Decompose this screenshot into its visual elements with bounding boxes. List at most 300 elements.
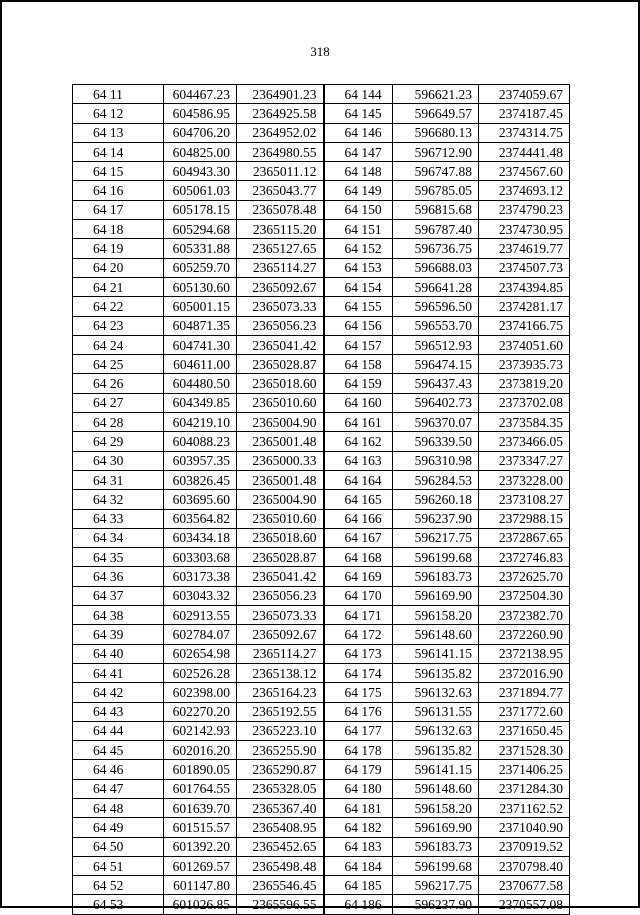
y-coordinate-left: 2365115.20	[237, 220, 324, 239]
x-coordinate-right: 596199.68	[393, 548, 479, 567]
y-coordinate-right: 2372867.65	[479, 528, 570, 547]
x-coordinate-right: 596310.98	[393, 451, 479, 470]
x-coordinate-left: 603303.68	[164, 548, 237, 567]
y-coordinate-left: 2365028.87	[237, 355, 324, 374]
point-id-right: 64 180	[324, 779, 393, 798]
table-row	[73, 760, 570, 779]
x-coordinate-left: 604219.10	[164, 413, 237, 432]
x-coordinate-left: 603173.38	[164, 567, 237, 586]
table-row	[73, 509, 570, 528]
table-row	[73, 470, 570, 489]
y-coordinate-left: 2365408.95	[237, 818, 324, 837]
y-coordinate-left: 2365114.27	[237, 258, 324, 277]
y-coordinate-right: 2373466.05	[479, 432, 570, 451]
x-coordinate-left: 602913.55	[164, 606, 237, 625]
y-coordinate-right: 2371650.45	[479, 721, 570, 740]
y-coordinate-right: 2373347.27	[479, 451, 570, 470]
point-id-right: 64 156	[324, 316, 393, 335]
point-id-right: 64 181	[324, 798, 393, 817]
x-coordinate-right: 596141.15	[393, 644, 479, 663]
point-id-left: 64 42	[73, 683, 164, 702]
point-id-right: 64 186	[324, 895, 393, 914]
y-coordinate-left: 2365000.33	[237, 451, 324, 470]
point-id-right: 64 157	[324, 335, 393, 354]
point-id-left: 64 53	[73, 895, 164, 914]
y-coordinate-right: 2372988.15	[479, 509, 570, 528]
y-coordinate-left: 2365010.60	[237, 393, 324, 412]
table-row	[73, 297, 570, 316]
y-coordinate-left: 2365127.65	[237, 239, 324, 258]
x-coordinate-left: 602784.07	[164, 625, 237, 644]
y-coordinate-right: 2371772.60	[479, 702, 570, 721]
y-coordinate-left: 2365114.27	[237, 644, 324, 663]
point-id-left: 64 44	[73, 721, 164, 740]
x-coordinate-left: 603826.45	[164, 470, 237, 489]
x-coordinate-right: 596437.43	[393, 374, 479, 393]
x-coordinate-left: 601639.70	[164, 798, 237, 817]
y-coordinate-left: 2365043.77	[237, 181, 324, 200]
x-coordinate-right: 596199.68	[393, 856, 479, 875]
y-coordinate-left: 2365452.65	[237, 837, 324, 856]
y-coordinate-right: 2374281.17	[479, 297, 570, 316]
y-coordinate-left: 2365092.67	[237, 625, 324, 644]
x-coordinate-left: 601890.05	[164, 760, 237, 779]
x-coordinate-left: 604480.50	[164, 374, 237, 393]
x-coordinate-right: 596747.88	[393, 162, 479, 181]
x-coordinate-right: 596217.75	[393, 528, 479, 547]
point-id-right: 64 182	[324, 818, 393, 837]
point-id-left: 64 39	[73, 625, 164, 644]
point-id-left: 64 37	[73, 586, 164, 605]
point-id-right: 64 167	[324, 528, 393, 547]
x-coordinate-right: 596785.05	[393, 181, 479, 200]
x-coordinate-left: 603564.82	[164, 509, 237, 528]
table-row	[73, 528, 570, 547]
x-coordinate-left: 605001.15	[164, 297, 237, 316]
table-row	[73, 200, 570, 219]
y-coordinate-left: 2364901.23	[237, 85, 324, 104]
y-coordinate-left: 2364925.58	[237, 104, 324, 123]
x-coordinate-left: 604611.00	[164, 355, 237, 374]
point-id-right: 64 160	[324, 393, 393, 412]
y-coordinate-left: 2364980.55	[237, 142, 324, 161]
table-row	[73, 895, 570, 914]
x-coordinate-left: 605259.70	[164, 258, 237, 277]
table-row	[73, 625, 570, 644]
point-id-right: 64 170	[324, 586, 393, 605]
x-coordinate-right: 596158.20	[393, 606, 479, 625]
point-id-right: 64 174	[324, 663, 393, 682]
point-id-right: 64 173	[324, 644, 393, 663]
y-coordinate-left: 2365367.40	[237, 798, 324, 817]
x-coordinate-left: 602270.20	[164, 702, 237, 721]
y-coordinate-right: 2374441.48	[479, 142, 570, 161]
y-coordinate-right: 2372016.90	[479, 663, 570, 682]
point-id-left: 64 25	[73, 355, 164, 374]
x-coordinate-left: 602526.28	[164, 663, 237, 682]
point-id-left: 64 26	[73, 374, 164, 393]
x-coordinate-right: 596148.60	[393, 779, 479, 798]
point-id-left: 64 17	[73, 200, 164, 219]
x-coordinate-left: 604706.20	[164, 123, 237, 142]
y-coordinate-right: 2374790.23	[479, 200, 570, 219]
x-coordinate-left: 603434.18	[164, 528, 237, 547]
point-id-left: 64 33	[73, 509, 164, 528]
x-coordinate-right: 596135.82	[393, 741, 479, 760]
y-coordinate-right: 2374619.77	[479, 239, 570, 258]
y-coordinate-left: 2365192.55	[237, 702, 324, 721]
point-id-left: 64 50	[73, 837, 164, 856]
y-coordinate-right: 2374166.75	[479, 316, 570, 335]
x-coordinate-left: 604741.30	[164, 335, 237, 354]
y-coordinate-right: 2374567.60	[479, 162, 570, 181]
y-coordinate-right: 2373108.27	[479, 490, 570, 509]
point-id-left: 64 21	[73, 277, 164, 296]
x-coordinate-right: 596237.90	[393, 895, 479, 914]
x-coordinate-right: 596131.55	[393, 702, 479, 721]
x-coordinate-right: 596641.28	[393, 277, 479, 296]
x-coordinate-left: 604586.95	[164, 104, 237, 123]
y-coordinate-left: 2365004.90	[237, 490, 324, 509]
point-id-right: 64 163	[324, 451, 393, 470]
x-coordinate-left: 604871.35	[164, 316, 237, 335]
y-coordinate-right: 2373819.20	[479, 374, 570, 393]
y-coordinate-right: 2374187.45	[479, 104, 570, 123]
x-coordinate-right: 596217.75	[393, 876, 479, 895]
point-id-right: 64 146	[324, 123, 393, 142]
page-number: 318	[310, 44, 330, 59]
table-row	[73, 548, 570, 567]
y-coordinate-right: 2373228.00	[479, 470, 570, 489]
point-id-left: 64 52	[73, 876, 164, 895]
point-id-left: 64 16	[73, 181, 164, 200]
x-coordinate-right: 596649.57	[393, 104, 479, 123]
x-coordinate-right: 596183.73	[393, 567, 479, 586]
y-coordinate-left: 2365001.48	[237, 470, 324, 489]
table-row	[73, 316, 570, 335]
y-coordinate-right: 2370677.58	[479, 876, 570, 895]
x-coordinate-right: 596553.70	[393, 316, 479, 335]
x-coordinate-right: 596284.53	[393, 470, 479, 489]
point-id-right: 64 185	[324, 876, 393, 895]
y-coordinate-left: 2365328.05	[237, 779, 324, 798]
table-row	[73, 432, 570, 451]
point-id-left: 64 27	[73, 393, 164, 412]
y-coordinate-right: 2374314.75	[479, 123, 570, 142]
y-coordinate-left: 2365596.55	[237, 895, 324, 914]
x-coordinate-left: 604088.23	[164, 432, 237, 451]
x-coordinate-left: 604467.23	[164, 85, 237, 104]
point-id-left: 64 31	[73, 470, 164, 489]
x-coordinate-right: 596132.63	[393, 721, 479, 740]
y-coordinate-left: 2365041.42	[237, 335, 324, 354]
y-coordinate-left: 2365255.90	[237, 741, 324, 760]
point-id-left: 64 23	[73, 316, 164, 335]
y-coordinate-right: 2370557.08	[479, 895, 570, 914]
x-coordinate-left: 601764.55	[164, 779, 237, 798]
point-id-right: 64 159	[324, 374, 393, 393]
point-id-left: 64 36	[73, 567, 164, 586]
x-coordinate-left: 601269.57	[164, 856, 237, 875]
point-id-right: 64 177	[324, 721, 393, 740]
y-coordinate-left: 2365073.33	[237, 297, 324, 316]
point-id-right: 64 176	[324, 702, 393, 721]
x-coordinate-left: 602142.93	[164, 721, 237, 740]
point-id-right: 64 165	[324, 490, 393, 509]
y-coordinate-right: 2372504.30	[479, 586, 570, 605]
y-coordinate-right: 2374051.60	[479, 335, 570, 354]
y-coordinate-left: 2365223.10	[237, 721, 324, 740]
y-coordinate-left: 2365056.23	[237, 316, 324, 335]
x-coordinate-right: 596169.90	[393, 586, 479, 605]
y-coordinate-right: 2370919.52	[479, 837, 570, 856]
y-coordinate-left: 2365092.67	[237, 277, 324, 296]
table-row	[73, 335, 570, 354]
y-coordinate-right: 2374507.73	[479, 258, 570, 277]
point-id-right: 64 172	[324, 625, 393, 644]
y-coordinate-right: 2374693.12	[479, 181, 570, 200]
y-coordinate-left: 2365498.48	[237, 856, 324, 875]
y-coordinate-right: 2372260.90	[479, 625, 570, 644]
y-coordinate-right: 2374059.67	[479, 85, 570, 104]
table-row	[73, 586, 570, 605]
y-coordinate-left: 2365546.45	[237, 876, 324, 895]
x-coordinate-left: 605061.03	[164, 181, 237, 200]
y-coordinate-left: 2365028.87	[237, 548, 324, 567]
y-coordinate-right: 2374394.85	[479, 277, 570, 296]
point-id-right: 64 150	[324, 200, 393, 219]
point-id-left: 64 11	[73, 85, 164, 104]
point-id-left: 64 45	[73, 741, 164, 760]
point-id-right: 64 153	[324, 258, 393, 277]
y-coordinate-left: 2365290.87	[237, 760, 324, 779]
y-coordinate-left: 2364952.02	[237, 123, 324, 142]
y-coordinate-right: 2372625.70	[479, 567, 570, 586]
x-coordinate-right: 596787.40	[393, 220, 479, 239]
x-coordinate-left: 601515.57	[164, 818, 237, 837]
point-id-right: 64 152	[324, 239, 393, 258]
x-coordinate-left: 601392.20	[164, 837, 237, 856]
point-id-left: 64 35	[73, 548, 164, 567]
x-coordinate-right: 596148.60	[393, 625, 479, 644]
point-id-left: 64 24	[73, 335, 164, 354]
point-id-right: 64 154	[324, 277, 393, 296]
y-coordinate-right: 2371528.30	[479, 741, 570, 760]
y-coordinate-right: 2371162.52	[479, 798, 570, 817]
x-coordinate-left: 603043.32	[164, 586, 237, 605]
point-id-left: 64 29	[73, 432, 164, 451]
x-coordinate-left: 603695.60	[164, 490, 237, 509]
table-row	[73, 721, 570, 740]
point-id-right: 64 161	[324, 413, 393, 432]
point-id-left: 64 22	[73, 297, 164, 316]
y-coordinate-right: 2372138.95	[479, 644, 570, 663]
table-row	[73, 683, 570, 702]
x-coordinate-left: 601026.85	[164, 895, 237, 914]
table-row	[73, 162, 570, 181]
y-coordinate-left: 2365001.48	[237, 432, 324, 451]
table-row	[73, 856, 570, 875]
x-coordinate-right: 596135.82	[393, 663, 479, 682]
point-id-right: 64 162	[324, 432, 393, 451]
x-coordinate-right: 596736.75	[393, 239, 479, 258]
y-coordinate-right: 2371284.30	[479, 779, 570, 798]
y-coordinate-left: 2365010.60	[237, 509, 324, 528]
x-coordinate-right: 596688.03	[393, 258, 479, 277]
point-id-left: 64 41	[73, 663, 164, 682]
x-coordinate-left: 602016.20	[164, 741, 237, 760]
table-row	[73, 490, 570, 509]
table-row	[73, 413, 570, 432]
y-coordinate-right: 2372382.70	[479, 606, 570, 625]
table-row	[73, 277, 570, 296]
table-row	[73, 142, 570, 161]
table-row	[73, 702, 570, 721]
point-id-left: 64 12	[73, 104, 164, 123]
x-coordinate-left: 604825.00	[164, 142, 237, 161]
table-row	[73, 85, 570, 104]
y-coordinate-right: 2374730.95	[479, 220, 570, 239]
point-id-right: 64 148	[324, 162, 393, 181]
point-id-right: 64 155	[324, 297, 393, 316]
x-coordinate-right: 596474.15	[393, 355, 479, 374]
x-coordinate-right: 596339.50	[393, 432, 479, 451]
x-coordinate-right: 596596.50	[393, 297, 479, 316]
point-id-left: 64 14	[73, 142, 164, 161]
point-id-right: 64 151	[324, 220, 393, 239]
point-id-right: 64 145	[324, 104, 393, 123]
x-coordinate-right: 596260.18	[393, 490, 479, 509]
point-id-right: 64 171	[324, 606, 393, 625]
table-row	[73, 393, 570, 412]
x-coordinate-right: 596402.73	[393, 393, 479, 412]
table-row	[73, 663, 570, 682]
table-row	[73, 104, 570, 123]
x-coordinate-left: 605331.88	[164, 239, 237, 258]
point-id-left: 64 46	[73, 760, 164, 779]
table-row	[73, 451, 570, 470]
table-row	[73, 644, 570, 663]
x-coordinate-right: 596712.90	[393, 142, 479, 161]
y-coordinate-left: 2365056.23	[237, 586, 324, 605]
point-id-left: 64 13	[73, 123, 164, 142]
point-id-right: 64 169	[324, 567, 393, 586]
y-coordinate-left: 2365011.12	[237, 162, 324, 181]
x-coordinate-right: 596169.90	[393, 818, 479, 837]
y-coordinate-right: 2371040.90	[479, 818, 570, 837]
point-id-right: 64 175	[324, 683, 393, 702]
y-coordinate-left: 2365004.90	[237, 413, 324, 432]
point-id-right: 64 166	[324, 509, 393, 528]
x-coordinate-left: 602398.00	[164, 683, 237, 702]
x-coordinate-left: 605178.15	[164, 200, 237, 219]
table-row	[73, 181, 570, 200]
y-coordinate-left: 2365138.12	[237, 663, 324, 682]
table-row	[73, 606, 570, 625]
table-row	[73, 818, 570, 837]
x-coordinate-right: 596512.93	[393, 335, 479, 354]
point-id-left: 64 38	[73, 606, 164, 625]
x-coordinate-right: 596237.90	[393, 509, 479, 528]
table-row	[73, 123, 570, 142]
point-id-left: 64 15	[73, 162, 164, 181]
x-coordinate-left: 605294.68	[164, 220, 237, 239]
coordinates-table	[72, 84, 570, 915]
point-id-right: 64 144	[324, 85, 393, 104]
table-row	[73, 837, 570, 856]
table-row	[73, 374, 570, 393]
point-id-right: 64 183	[324, 837, 393, 856]
point-id-left: 64 30	[73, 451, 164, 470]
y-coordinate-right: 2373935.73	[479, 355, 570, 374]
y-coordinate-right: 2370798.40	[479, 856, 570, 875]
x-coordinate-right: 596680.13	[393, 123, 479, 142]
x-coordinate-right: 596158.20	[393, 798, 479, 817]
table-row	[73, 567, 570, 586]
y-coordinate-left: 2365041.42	[237, 567, 324, 586]
x-coordinate-right: 596621.23	[393, 85, 479, 104]
x-coordinate-left: 602654.98	[164, 644, 237, 663]
point-id-left: 64 49	[73, 818, 164, 837]
point-id-right: 64 158	[324, 355, 393, 374]
y-coordinate-left: 2365018.60	[237, 374, 324, 393]
point-id-left: 64 18	[73, 220, 164, 239]
x-coordinate-left: 603957.35	[164, 451, 237, 470]
x-coordinate-left: 605130.60	[164, 277, 237, 296]
y-coordinate-left: 2365073.33	[237, 606, 324, 625]
x-coordinate-left: 601147.80	[164, 876, 237, 895]
y-coordinate-left: 2365078.48	[237, 200, 324, 219]
table-row	[73, 779, 570, 798]
point-id-left: 64 43	[73, 702, 164, 721]
x-coordinate-left: 604943.30	[164, 162, 237, 181]
table-row	[73, 220, 570, 239]
point-id-left: 64 40	[73, 644, 164, 663]
point-id-left: 64 51	[73, 856, 164, 875]
point-id-left: 64 32	[73, 490, 164, 509]
point-id-right: 64 178	[324, 741, 393, 760]
point-id-right: 64 164	[324, 470, 393, 489]
y-coordinate-left: 2365018.60	[237, 528, 324, 547]
point-id-left: 64 28	[73, 413, 164, 432]
point-id-right: 64 147	[324, 142, 393, 161]
point-id-left: 64 47	[73, 779, 164, 798]
x-coordinate-right: 596815.68	[393, 200, 479, 219]
y-coordinate-right: 2371406.25	[479, 760, 570, 779]
point-id-left: 64 34	[73, 528, 164, 547]
table-row	[73, 798, 570, 817]
table-row	[73, 239, 570, 258]
y-coordinate-right: 2372746.83	[479, 548, 570, 567]
point-id-right: 64 149	[324, 181, 393, 200]
point-id-left: 64 48	[73, 798, 164, 817]
y-coordinate-right: 2373584.35	[479, 413, 570, 432]
x-coordinate-right: 596141.15	[393, 760, 479, 779]
x-coordinate-left: 604349.85	[164, 393, 237, 412]
y-coordinate-left: 2365164.23	[237, 683, 324, 702]
x-coordinate-right: 596370.07	[393, 413, 479, 432]
point-id-right: 64 179	[324, 760, 393, 779]
table-row	[73, 741, 570, 760]
y-coordinate-right: 2373702.08	[479, 393, 570, 412]
point-id-left: 64 19	[73, 239, 164, 258]
point-id-left: 64 20	[73, 258, 164, 277]
point-id-right: 64 184	[324, 856, 393, 875]
y-coordinate-right: 2371894.77	[479, 683, 570, 702]
x-coordinate-right: 596132.63	[393, 683, 479, 702]
table-row	[73, 258, 570, 277]
x-coordinate-right: 596183.73	[393, 837, 479, 856]
